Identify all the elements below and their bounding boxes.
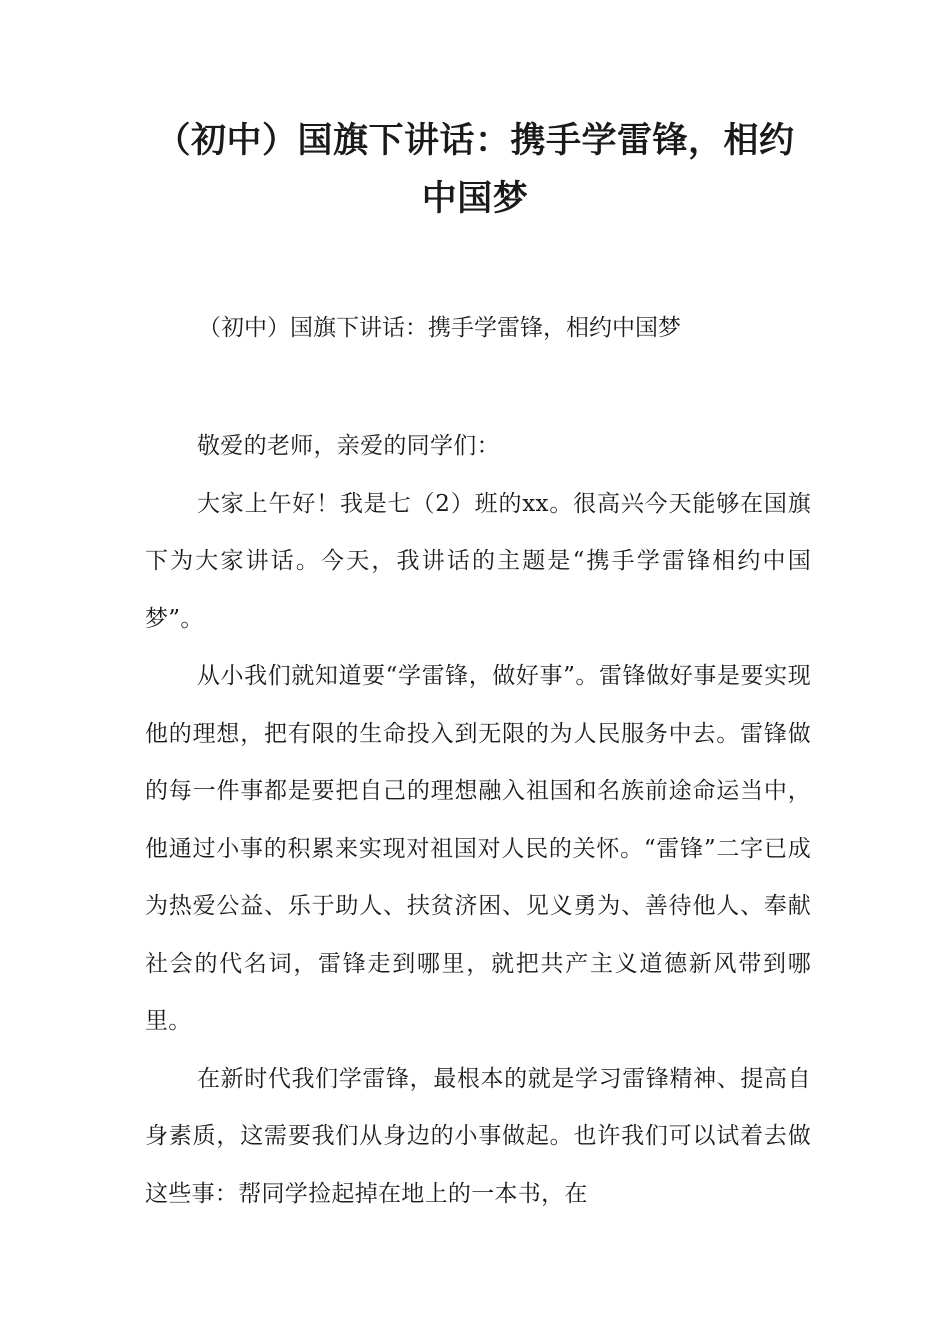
paragraph-greeting: 敬爱的老师，亲爱的同学们：: [196, 433, 500, 459]
paragraph-new-era: 在新时代我们学雷锋，最根本的就是学习雷锋精神、提高自身素质，这需要我们从身边的小事做起。也许我们可以试着去做这些事：帮同学捡起掉在地上的一本书，在: [145, 1065, 811, 1207]
document-subtitle: （初中）国旗下讲话：携手学雷锋，相约中国梦: [198, 315, 681, 341]
document-body: [145, 418, 811, 1223]
paragraph-introduction: 大家上午好！我是七（2）班的xx。很高兴今天能够在国旗下为大家讲话。今天，我讲话的主题是“携手学雷锋相约中国梦”。: [145, 490, 811, 632]
document-title: （初中）国旗下讲话：携手学雷锋，相约中国梦: [155, 121, 795, 219]
paragraph-lei-feng: 从小我们就知道要“学雷锋，做好事”。雷锋做好事是要实现他的理想，把有限的生命投入到无限的为人民服务中去。雷锋做的每一件事都是要把自己的理想融入祖国和名族前途命运当中，他通过小事的积累来实现对祖国对人民的关怀。“雷锋”二字已成为热爱公益、乐于助人、扶贫济困、见义勇为、善待他人、奉献社会的代名词，雷锋走到哪里，就把共产主义道德新风带到哪里。: [145, 663, 811, 1034]
